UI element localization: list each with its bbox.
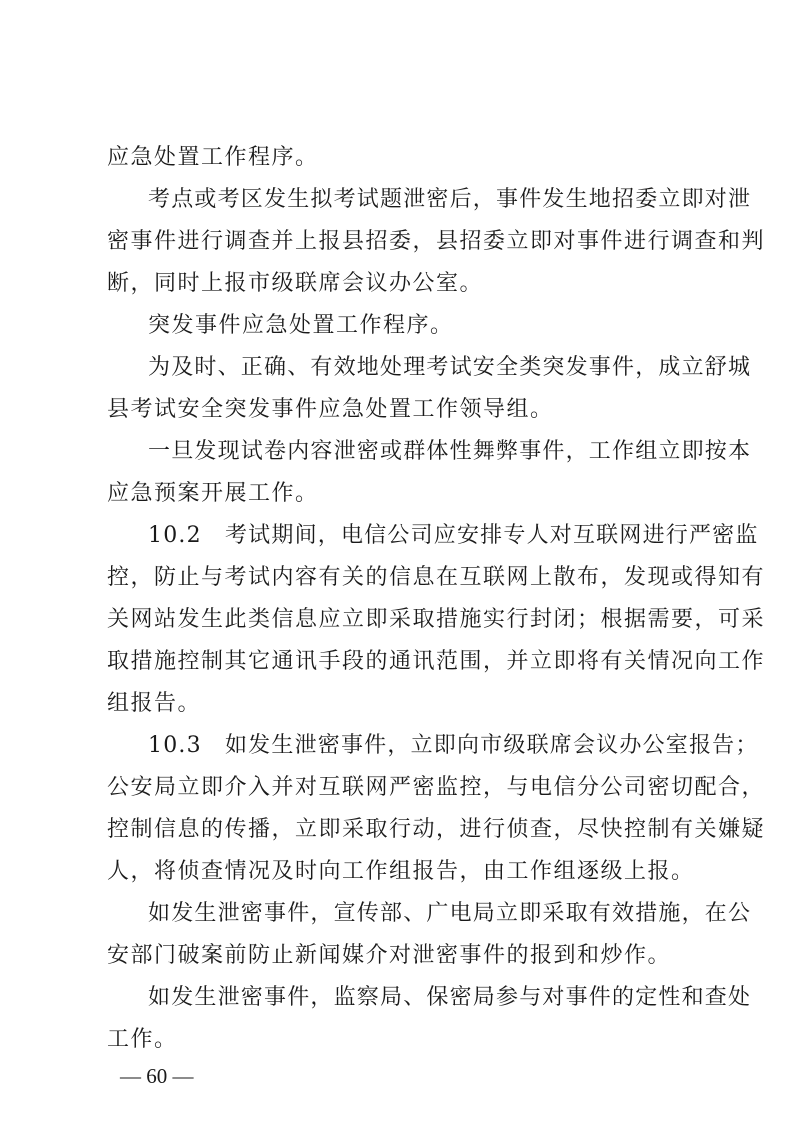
text-line-17: 控制信息的传播，立即采取行动，进行侦查，尽快控制有关嫌疑 [107, 817, 766, 842]
text-line-16: 公安局立即介入并对互联网严密监控，与电信分公司密切配合， [107, 775, 766, 800]
text-line-15: 10.3 如发生泄密事件，立即向市级联席会议办公室报告； [148, 733, 759, 758]
text-line-6: 为及时、正确、有效地处理考试安全类突发事件，成立舒城 [148, 355, 752, 380]
text-line-21: 如发生泄密事件，监察局、保密局参与对事件的定性和查处 [148, 985, 752, 1010]
text-line-4: 断，同时上报市级联席会议办公室。 [107, 271, 484, 296]
text-line-19: 如发生泄密事件，宣传部、广电局立即采取有效措施，在公 [148, 901, 752, 926]
page-number: — 60 — [120, 1064, 194, 1088]
text-line-9: 应急预案开展工作。 [107, 481, 319, 506]
text-line-8: 一旦发现试卷内容泄密或群体性舞弊事件，工作组立即按本 [148, 439, 752, 464]
text-line-18: 人，将侦查情况及时向工作组报告，由工作组逐级上报。 [107, 859, 695, 884]
text-line-3: 密事件进行调查并上报县招委，县招委立即对事件进行调查和判 [107, 229, 766, 254]
text-line-20: 安部门破案前防止新闻媒介对泄密事件的报到和炒作。 [107, 943, 672, 968]
text-line-12: 关网站发生此类信息应立即采取措施实行封闭；根据需要，可采 [107, 607, 766, 632]
text-line-13: 取措施控制其它通讯手段的通讯范围，并立即将有关情况向工作 [107, 649, 766, 674]
text-line-14: 组报告。 [107, 691, 202, 716]
text-line-1: 应急处置工作程序。 [107, 145, 319, 170]
text-line-2: 考点或考区发生拟考试题泄密后，事件发生地招委立即对泄 [148, 187, 752, 212]
text-line-22: 工作。 [107, 1027, 178, 1052]
text-line-5: 突发事件应急处置工作程序。 [148, 313, 454, 338]
text-line-7: 县考试安全突发事件应急处置工作领导组。 [107, 397, 554, 422]
text-line-11: 控，防止与考试内容有关的信息在互联网上散布，发现或得知有 [107, 565, 766, 590]
text-line-10: 10.2 考试期间，电信公司应安排专人对互联网进行严密监 [148, 523, 759, 548]
